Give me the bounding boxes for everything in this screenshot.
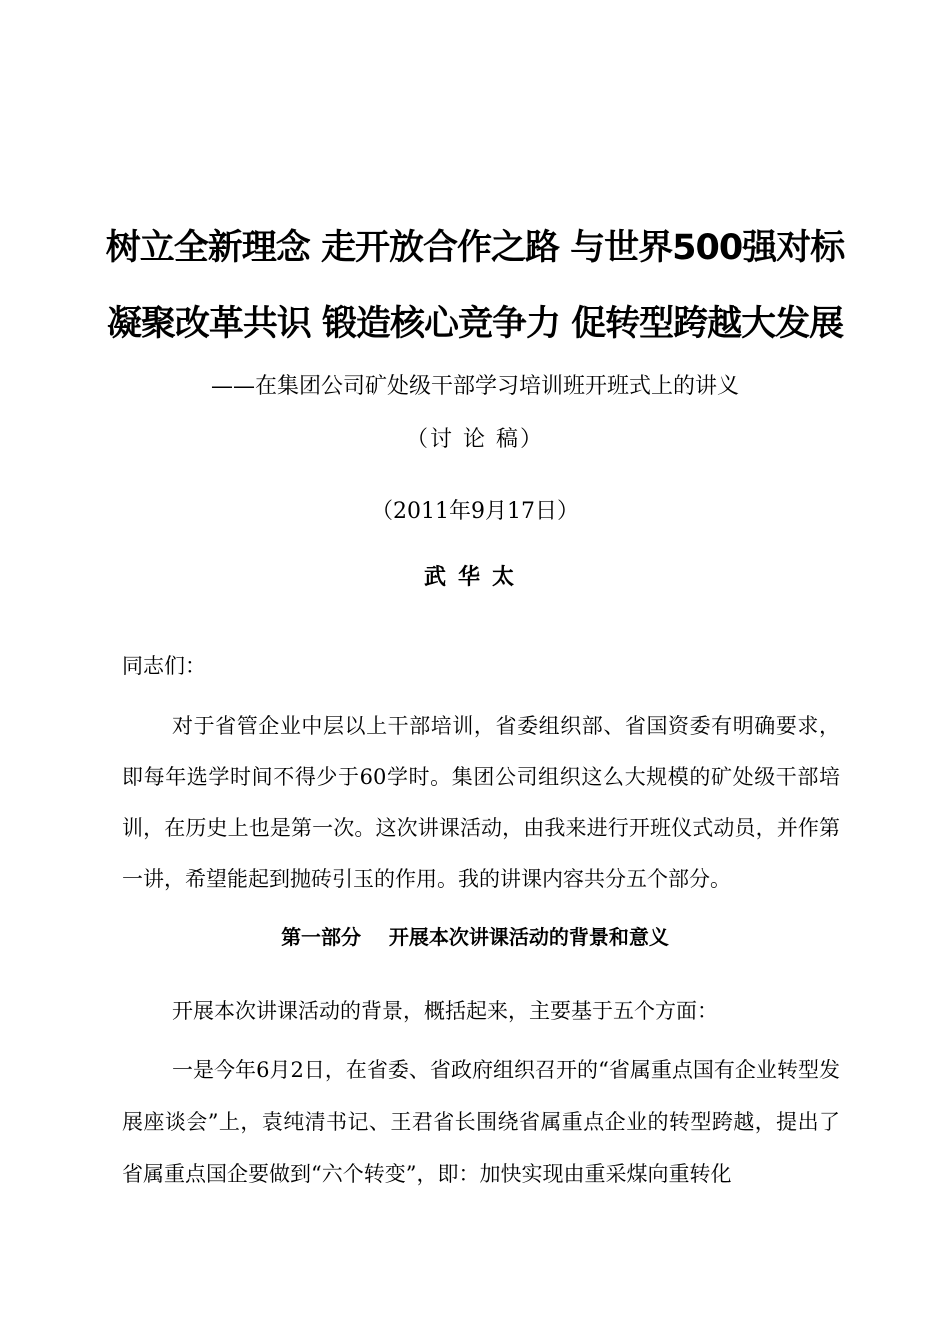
section-point-paragraph: 一是今年6月2日，在省委、省政府组织召开的“省属重点国有企业转型发展座谈会”上，袁纯清书记、王君省长围绕省属重点企业的转型跨越，提出了省属重点国企要做到“六个转变”，即：加快实现由重采煤向重转化 <box>122 1058 840 1186</box>
salutation: 同志们： <box>122 654 206 678</box>
document-subtitle: ——在集团公司矿处级干部学习培训班开班式上的讲义 <box>210 374 739 399</box>
intro-paragraph: 对于省管企业中层以上干部培训，省委组织部、省国资委有明确要求，即每年选学时间不得少于60学时。集团公司组织这么大规模的矿处级干部培训，在历史上也是第一次。这次讲课活动，由我来进行开班仪式动员，并作第一讲，希望能起到抛砖引玉的作用。我的讲课内容共分五个部分。 <box>122 714 840 891</box>
draft-label: （讨 论 稿） <box>406 427 544 452</box>
document-date: （2011年9月17日） <box>371 499 579 524</box>
document-title-line-2: 凝聚改革共识 锻造核心竞争力 促转型跨越大发展 <box>106 304 844 344</box>
document-title-line-1: 树立全新理念 走开放合作之路 与世界500强对标 <box>105 228 845 268</box>
author-name: 武华太 <box>423 564 526 590</box>
section-intro-paragraph: 开展本次讲课活动的背景，概括起来，主要基于五个方面： <box>172 999 718 1023</box>
section-heading: 第一部分 开展本次讲课活动的背景和意义 <box>281 925 669 949</box>
